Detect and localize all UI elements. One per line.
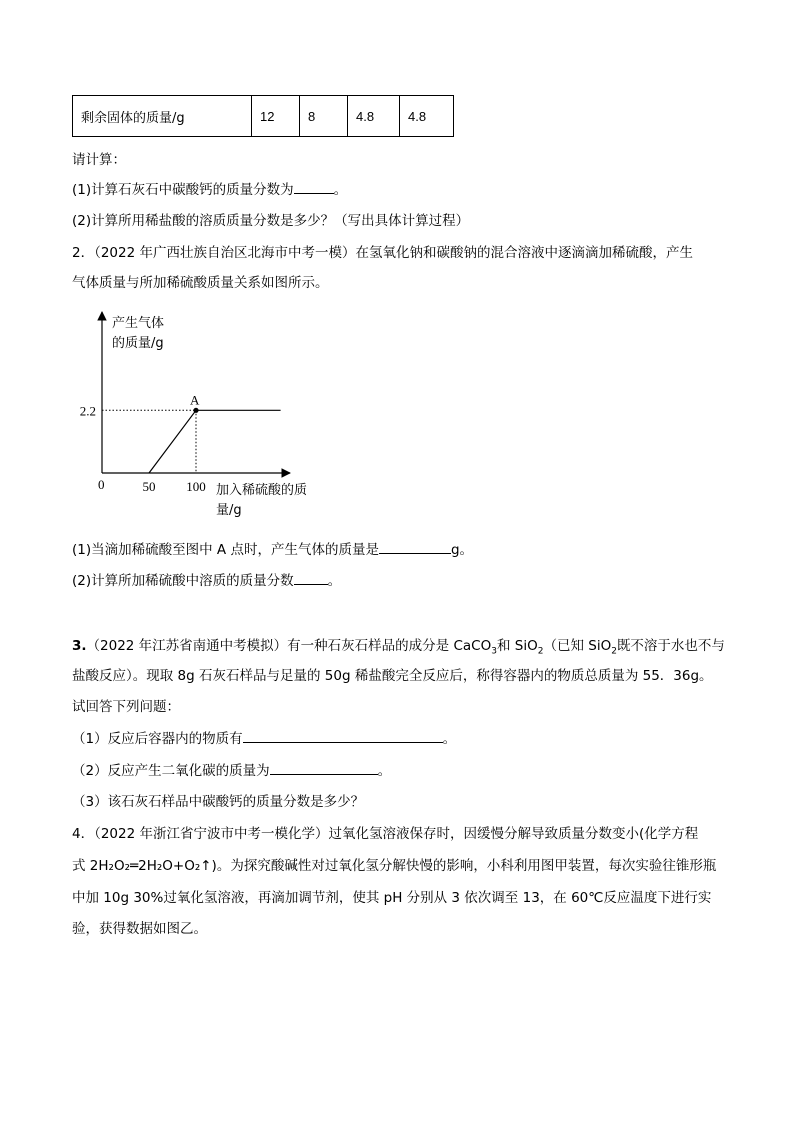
table-cell: 4.8 bbox=[400, 96, 454, 137]
q3-item1-end: 。 bbox=[442, 731, 457, 747]
q3-item2 bbox=[72, 759, 391, 779]
q3-line2: 盐酸反应）。现取 8g 石灰石样品与足量的 50g 稀盐酸完全反应后，称得容器内的物质总质量为 55．36g。 bbox=[72, 668, 713, 684]
data-table bbox=[72, 95, 454, 137]
x-tick-label: 50 bbox=[142, 479, 156, 494]
table-cell: 8 bbox=[300, 96, 348, 137]
table-cell: 12 bbox=[252, 96, 300, 137]
x-tick-label: 100 bbox=[186, 479, 206, 494]
q3-item2-text: （2）反应产生二氧化碳的质量为 bbox=[72, 763, 270, 779]
q4-line3: 中加 10g 30%过氧化氢溶液，再滴加调节剂，使其 pH 分别从 3 依次调至 13，在 60℃反应温度下进行实 bbox=[72, 890, 712, 906]
q2-line1: 2．（2022 年广西壮族自治区北海市中考一模）在氢氧化钠和碳酸钠的混合溶液中逐滴滴加稀硫酸，产生 bbox=[72, 245, 693, 261]
q3-item1-text: （1）反应后容器内的物质有 bbox=[72, 731, 243, 747]
answer-blank[interactable] bbox=[270, 762, 378, 775]
q1-item2: (2)计算所用稀盐酸的溶质质量分数是多少？（写出具体计算过程） bbox=[72, 213, 470, 229]
table-cell: 4.8 bbox=[348, 96, 400, 137]
answer-blank[interactable] bbox=[379, 541, 451, 554]
q4-line2: 式 2H₂O₂═2H₂O+O₂↑)。为探究酸碱性对过氧化氢分解快慢的影响，小科利用图甲装置，每次实验往锥形瓶 bbox=[72, 858, 717, 874]
q3-line3: 试回答下列问题： bbox=[72, 699, 180, 715]
answer-blank[interactable] bbox=[294, 181, 334, 194]
q3-line1-text: 和 SiO bbox=[496, 638, 538, 654]
q2-item1-end: g。 bbox=[450, 542, 474, 558]
q1-item1 bbox=[72, 178, 347, 198]
q4-line1: 4．（2022 年浙江省宁波市中考一模化学）过氧化氢溶液保存时，因缓慢分解导致质量分数变小(化学方程 bbox=[72, 826, 699, 842]
q2-item2 bbox=[72, 569, 341, 589]
q3-item2-end: 。 bbox=[377, 763, 392, 779]
data-point-a bbox=[193, 408, 198, 413]
y-axis-label-line2: 的质量/g bbox=[112, 336, 164, 351]
point-label-a: A bbox=[190, 392, 200, 408]
q1-prompt: 请计算： bbox=[72, 152, 126, 168]
x-axis-label-line2: 量/g bbox=[216, 503, 242, 518]
gas-mass-chart bbox=[60, 300, 360, 530]
q1-item1-text: (1)计算石灰石中碳酸钙的质量分数为 bbox=[72, 182, 294, 198]
q3-item3: （3）该石灰石样品中碳酸钙的质量分数是多少？ bbox=[72, 794, 365, 810]
series-line bbox=[149, 410, 281, 473]
origin-label: 0 bbox=[98, 477, 105, 492]
x-axis-label-line1: 加入稀硫酸的质 bbox=[216, 483, 308, 498]
answer-blank[interactable] bbox=[243, 730, 443, 743]
q3-line1-text: 既不溶于水也不与 bbox=[616, 638, 725, 654]
answer-blank[interactable] bbox=[294, 572, 328, 585]
q3-line1 bbox=[72, 634, 725, 657]
q1-item1-end: 。 bbox=[333, 182, 348, 198]
q2-item1-text: (1)当滴加稀硫酸至图中 A 点时，产生气体的质量是 bbox=[72, 542, 379, 558]
table-row bbox=[73, 96, 454, 137]
q2-line2: 气体质量与所加稀硫酸质量关系如图所示。 bbox=[72, 275, 329, 291]
y-axis-label-line1: 产生气体 bbox=[112, 316, 165, 331]
q3-line1-text: （已知 SiO bbox=[543, 638, 612, 654]
q2-item1 bbox=[72, 538, 473, 558]
q2-item2-end: 。 bbox=[327, 573, 342, 589]
q3-number: 3. bbox=[72, 638, 87, 654]
q3-line1-text: （2022 年江苏省南通中考模拟）有一种石灰石样品的成分是 CaCO bbox=[86, 638, 492, 654]
subscript: 2 bbox=[611, 646, 617, 657]
q2-item2-text: (2)计算所加稀硫酸中溶质的质量分数 bbox=[72, 573, 294, 589]
subscript: 3 bbox=[491, 646, 497, 657]
q3-item1 bbox=[72, 727, 456, 747]
q4-line4: 验，获得数据如图乙。 bbox=[72, 921, 207, 937]
y-tick-label: 2.2 bbox=[79, 403, 96, 419]
table-row-label: 剩余固体的质量/g bbox=[73, 96, 252, 137]
subscript: 2 bbox=[537, 646, 544, 657]
